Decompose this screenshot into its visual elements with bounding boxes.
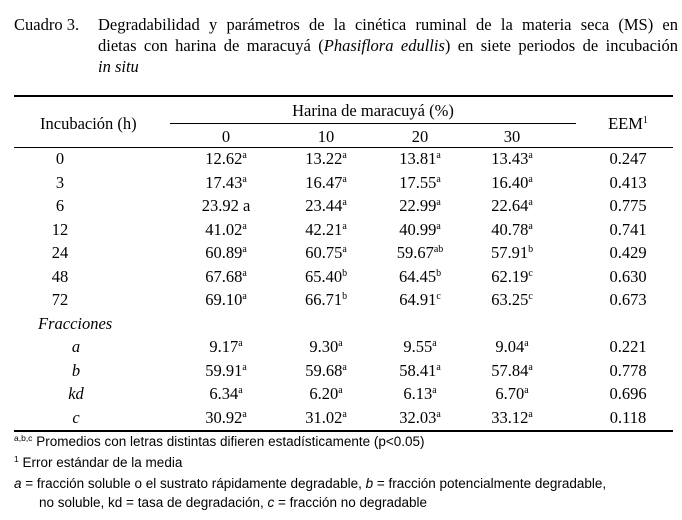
table-cell	[372, 384, 468, 404]
cell-letter: a	[528, 150, 533, 161]
cell-value: 6.34	[209, 384, 239, 403]
cell-letter: a	[338, 385, 343, 396]
cell-letter: a	[242, 174, 247, 185]
table-cell	[464, 337, 560, 357]
header-eem: EEM$^1$	[608, 114, 648, 133]
table-cell	[464, 173, 560, 193]
table-cell	[372, 220, 468, 240]
row-label: 12	[51, 220, 69, 239]
caption-text	[98, 14, 678, 77]
table-cell	[178, 149, 274, 169]
cell-letter: a	[238, 385, 243, 396]
cell-value: 59.67	[396, 243, 434, 262]
cell-letter: a	[242, 244, 247, 255]
cell-letter: b	[436, 268, 442, 279]
header-level-20: 20	[411, 127, 429, 146]
table-cell	[464, 149, 560, 169]
cell-value: 42.21	[305, 220, 343, 239]
caption-label: Cuadro 3.	[14, 15, 80, 34]
table-cell	[464, 290, 560, 310]
cell-value: 17.55	[399, 173, 437, 192]
cell-value: 60.89	[205, 243, 243, 262]
cell-letter: a	[436, 150, 441, 161]
cell-value: 66.71	[304, 290, 343, 309]
cell-value: 12.62	[205, 149, 243, 168]
row-label: 48	[51, 267, 69, 286]
cell-letter: a	[342, 362, 347, 373]
cell-value: 64.45	[398, 267, 437, 286]
cell-letter: b	[528, 244, 534, 255]
cell-value: 32.03	[399, 408, 437, 427]
cell-letter: a	[524, 385, 529, 396]
row-eem: 0.630	[609, 267, 647, 286]
row-label: 3	[55, 173, 65, 192]
table-cell	[178, 337, 274, 357]
cell-letter: a	[242, 268, 247, 279]
cell-letter: c	[528, 268, 533, 279]
cell-letter: a	[436, 221, 441, 232]
cell-letter: a	[342, 244, 347, 255]
cell-letter: a	[238, 338, 243, 349]
cell-letter: a	[338, 338, 343, 349]
cell-value: 30.92	[205, 408, 243, 427]
table-cell	[278, 361, 374, 381]
row-eem: 0.221	[609, 337, 647, 356]
cell-value: 13.43	[491, 149, 529, 168]
cell-letter: a	[242, 150, 247, 161]
cell-letter: a	[524, 338, 529, 349]
cell-value: 62.19	[491, 267, 529, 286]
table-cell	[372, 361, 468, 381]
cell-value: 63.25	[491, 290, 529, 309]
cell-value: 6.20	[309, 384, 339, 403]
row-eem: 0.413	[609, 173, 647, 192]
cell-value: 40.78	[491, 220, 529, 239]
row-label: 6	[55, 196, 65, 215]
footnote-fractions-1: a = fracción soluble o el sustrato rápidamente degradable, b = fracción potencialmente degradable,	[14, 476, 607, 491]
table-cell	[464, 408, 560, 428]
row-eem: 0.118	[609, 408, 647, 427]
cell-value: 23.44	[305, 196, 343, 215]
table-cell	[178, 361, 274, 381]
cell-value: 13.22	[305, 149, 343, 168]
table-cell	[372, 337, 468, 357]
cell-value: 69.10	[205, 290, 243, 309]
cell-letter: a	[432, 385, 437, 396]
cell-value: 41.02	[205, 220, 243, 239]
table-cell	[178, 173, 274, 193]
cell-value: 58.41	[399, 361, 437, 380]
table-cell	[372, 290, 468, 310]
table-cell	[372, 173, 468, 193]
cell-letter: a	[242, 221, 247, 232]
footnote-fractions-2: no soluble, kd = tasa de degradación, c = fracción no degradable	[39, 495, 428, 510]
header-bottom-rule	[14, 147, 673, 148]
table-cell	[372, 196, 468, 216]
row-label: 72	[51, 290, 69, 309]
header-group-rule	[170, 123, 576, 124]
table-cell	[178, 243, 274, 263]
cell-letter: a	[242, 409, 247, 420]
table-cell	[178, 220, 274, 240]
table-cell	[464, 220, 560, 240]
caption-line-3: in situ	[98, 57, 139, 76]
row-eem: 0.673	[609, 290, 647, 309]
table-cell	[464, 196, 560, 216]
table-cell	[278, 220, 374, 240]
cell-value: 65.40	[304, 267, 343, 286]
table-cell	[464, 243, 560, 263]
cell-letter: a	[342, 409, 347, 420]
table-cell	[278, 408, 374, 428]
table-cell	[372, 408, 468, 428]
cell-value: 16.47	[305, 173, 343, 192]
section-label-fracciones: Fracciones	[38, 314, 113, 333]
cell-value: 40.99	[399, 220, 437, 239]
header-row-label: Incubación (h)	[40, 114, 137, 133]
cell-value: 9.17	[209, 337, 239, 356]
table-cell	[278, 384, 374, 404]
caption-line-2: dietas con harina de maracuyá (Phasiflora edullis) en siete periodos de incubación	[98, 36, 679, 55]
table-cell	[372, 267, 468, 287]
row-eem: 0.429	[609, 243, 647, 262]
table-cell	[178, 384, 274, 404]
cell-letter: a	[242, 362, 247, 373]
table-cell	[178, 290, 274, 310]
row-eem: 0.741	[609, 220, 647, 239]
table-top-rule	[14, 95, 673, 97]
cell-letter: a	[436, 409, 441, 420]
row-label: a	[71, 337, 81, 356]
cell-letter: a	[342, 150, 347, 161]
cell-letter: a	[528, 362, 533, 373]
row-label: kd	[68, 384, 84, 403]
cell-letter: ab	[433, 244, 444, 255]
row-eem: 0.778	[609, 361, 647, 380]
cell-letter: b	[342, 268, 348, 279]
cell-letter: a	[436, 197, 441, 208]
table-cell	[278, 290, 374, 310]
cell-letter: c	[528, 291, 533, 302]
table-cell	[464, 361, 560, 381]
caption-line-1: Degradabilidad y parámetros de la cinética ruminal de la materia seca (MS) en	[98, 15, 678, 34]
footnote-eem: $^1$ Error estándar de la media	[14, 454, 183, 470]
table-cell	[278, 243, 374, 263]
table-cell	[278, 149, 374, 169]
table-cell	[278, 337, 374, 357]
cell-letter: b	[342, 291, 348, 302]
row-label: 0	[55, 149, 65, 168]
table-cell	[178, 267, 274, 287]
table-cell	[178, 196, 274, 216]
cell-letter: a	[432, 338, 437, 349]
cell-letter: c	[436, 291, 441, 302]
table-cell	[372, 243, 468, 263]
cell-letter: a	[436, 174, 441, 185]
cell-letter: a	[528, 197, 533, 208]
cell-value: 16.40	[491, 173, 529, 192]
cell-letter: a	[528, 409, 533, 420]
cell-value: 22.99	[399, 196, 437, 215]
cell-value: 6.13	[403, 384, 433, 403]
table-cell	[278, 267, 374, 287]
cell-value: 9.30	[309, 337, 339, 356]
cell-letter: a	[528, 221, 533, 232]
cell-value: 23.92 a	[201, 196, 251, 215]
cell-value: 33.12	[491, 408, 529, 427]
cell-value: 22.64	[491, 196, 529, 215]
row-eem: 0.247	[609, 149, 647, 168]
cell-value: 59.68	[305, 361, 343, 380]
header-group: Harina de maracuyá (%)	[292, 101, 454, 120]
table-cell	[464, 384, 560, 404]
cell-value: 17.43	[205, 173, 243, 192]
cell-value: 31.02	[305, 408, 343, 427]
table-cell	[278, 173, 374, 193]
cell-letter: a	[242, 291, 247, 302]
table-cell	[464, 267, 560, 287]
cell-value: 57.84	[491, 361, 529, 380]
table-cell	[178, 408, 274, 428]
cell-letter: a	[342, 221, 347, 232]
caption-species: Phasiflora edullis	[323, 36, 445, 55]
cell-value: 9.04	[495, 337, 525, 356]
row-label: 24	[51, 243, 69, 262]
cell-letter: a	[528, 174, 533, 185]
cell-value: 60.75	[305, 243, 343, 262]
row-eem: 0.775	[609, 196, 647, 215]
row-eem: 0.696	[609, 384, 647, 403]
cell-value: 64.91	[399, 290, 437, 309]
cell-letter: a	[342, 197, 347, 208]
cell-letter: a	[436, 362, 441, 373]
table-cell	[278, 196, 374, 216]
cell-value: 59.91	[205, 361, 243, 380]
header-level-30: 30	[503, 127, 521, 146]
cell-value: 13.81	[399, 149, 437, 168]
cell-letter: a	[342, 174, 347, 185]
table-cell	[372, 149, 468, 169]
row-label: c	[72, 408, 80, 427]
cell-value: 9.55	[403, 337, 433, 356]
footnote-significance: $^{a,b,c}$ Promedios con letras distintas difieren estadísticamente (p<0.05)	[14, 433, 425, 449]
cell-value: 67.68	[205, 267, 243, 286]
header-level-10: 10	[317, 127, 335, 146]
row-label: b	[71, 361, 81, 380]
cell-value: 57.91	[490, 243, 529, 262]
cell-value: 6.70	[495, 384, 525, 403]
header-level-0: 0	[221, 127, 231, 146]
